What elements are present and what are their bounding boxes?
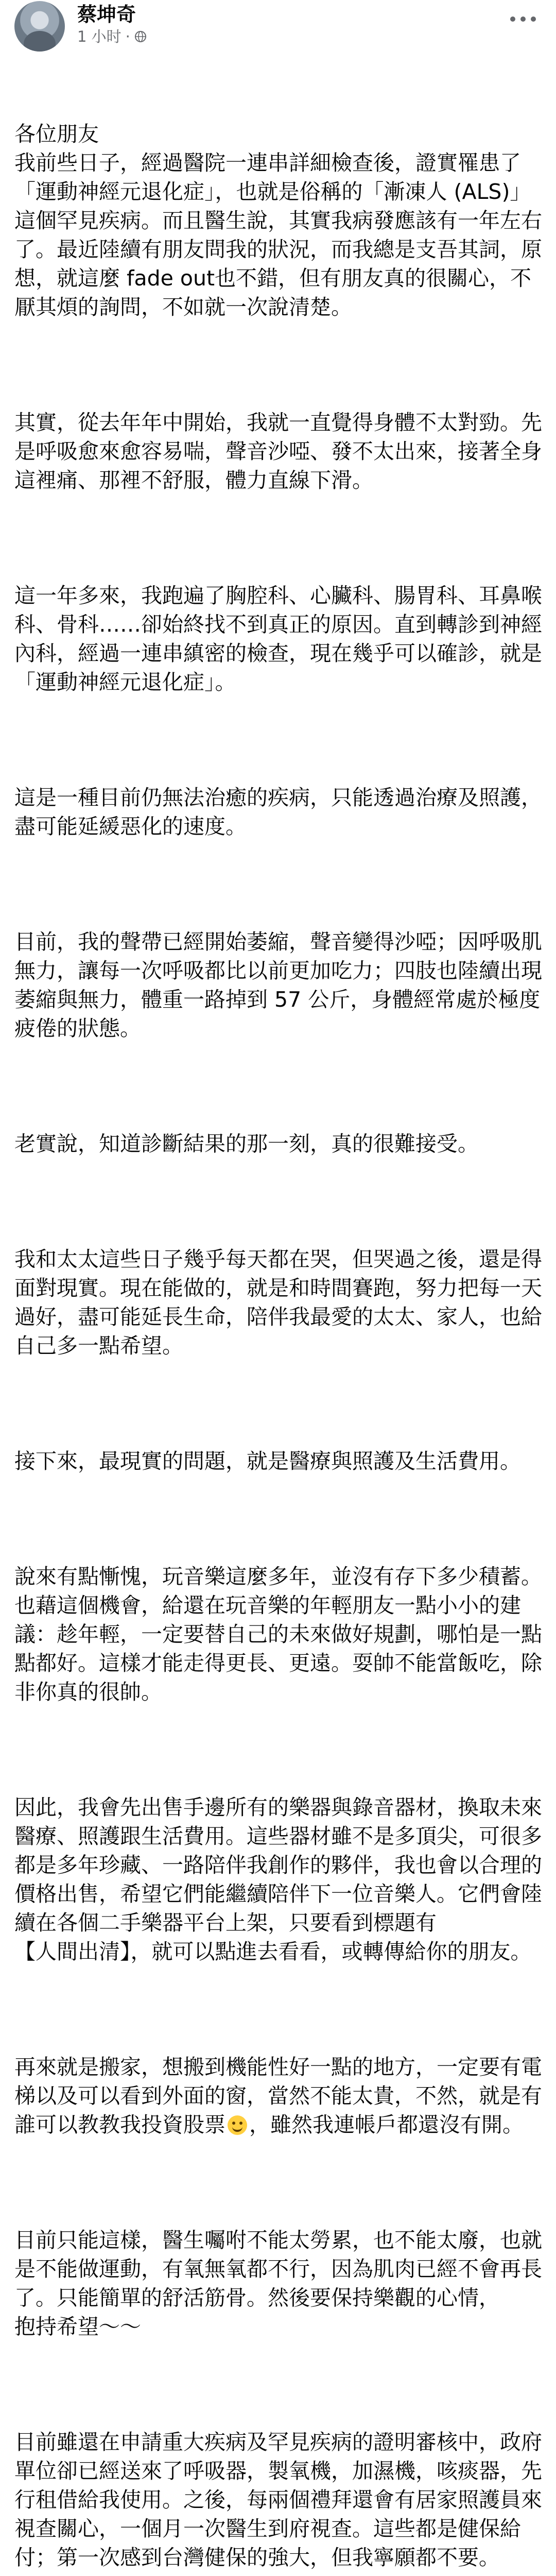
post-paragraph: 這是一種目前仍無法治癒的疾病，只能透過治療及照護，盡可能延緩惡化的速度。 [14,785,542,839]
post-header [0,0,556,62]
post-paragraph: 我和太太這些日子幾乎每天都在哭，但哭過之後，還是得面對現實。現在能做的，就是和時間賽跑，努力把每一天過好，盡可能延長生命，陪伴我最愛的太太、家人，也給自己多一點希望。 [14,1247,542,1358]
meta-separator: · [125,28,130,45]
post-paragraph: 說來有點慚愧，玩音樂這麼多年，並沒有存下多少積蓄。也藉這個機會，給還在玩音樂的年輕朋友一點小小的建議：趁年輕，一定要替自己的未來做好規劃，哪怕是一點點都好。這樣才能走得更長、更遠。耍帥不能當飯吃，除非你真的很帥。 [14,1564,542,1704]
post-paragraph [14,2053,543,2139]
more-dots-icon [510,16,515,22]
post-paragraph: 老實說，知道診斷結果的那一刻，真的很難接受。 [14,1131,479,1156]
post-text: ，雖然我連帳戶都還沒有開。 [249,2112,524,2137]
post-paragraph: 各位朋友 我前些日子，經過醫院一連串詳細檢查後，證實罹患了「運動神經元退化症」，也就是俗稱的「漸凍人 (ALS)」這個罕見疾病。而且醫生說，其實我病發應該有一年左右了。最近陸續有朋友問我的狀況，而我總是支吾其詞，原想，就這麼 fade out也不錯，但有朋友真的很關心，不厭其煩的詢問，不如就一次說清楚。 [14,122,542,319]
author-avatar[interactable] [14,1,65,52]
post-paragraph: 因此，我會先出售手邊所有的樂器與錄音器材，換取未來醫療、照護跟生活費用。這些器材雖不是多頂尖，可很多都是多年珍藏、一路陪伴我創作的夥伴，我也會以合理的價格出售，希望它們能繼續陪伴下一位音樂人。它們會陸續在各個二手樂器平台上架，只要看到標題有 【人間出清】，就可以點進去看看，或轉傳給你的朋友。 [14,1795,542,1964]
post-text: 再來就是搬家，想搬到機能性好一點的地方，一定要有電梯以及可以看到外面的窗，當然不能太貴，不然，就是有誰可以教教我投資股票 [14,2055,542,2137]
globe-icon[interactable] [134,30,147,43]
more-dots-icon [531,16,536,22]
post-paragraph: 接下來，最現實的問題，就是醫療與照護及生活費用。 [14,1449,521,1473]
post-time[interactable]: 1 小时 [77,28,121,45]
post-meta [77,27,147,46]
more-options-button[interactable] [503,5,543,33]
post-paragraph: 目前，我的聲帶已經開始萎縮，聲音變得沙啞；因呼吸肌無力，讓每一次呼吸都比以前更加吃力；四肢也陸續出現萎縮與無力，體重一路掉到 57 公斤，身體經常處於極度疲倦的狀態。 [14,929,542,1041]
post-paragraph: 目前只能這樣，醫生囑咐不能太勞累，也不能太廢，也就是不能做運動，有氧無氧都不行，因為肌肉已經不會再長了。只能簡單的舒活筋骨。然後要保持樂觀的心情， 抱持希望～～ [14,2228,542,2339]
post-body [14,62,543,2576]
author-name[interactable]: 蔡坤奇 [77,3,136,26]
more-dots-icon [520,16,526,22]
post-paragraph: 這一年多來，我跑遍了胸腔科、心臟科、腸胃科、耳鼻喉科、骨科……卻始終找不到真正的原因。直到轉診到神經內科，經過一連串縝密的檢查，現在幾乎可以確診，就是「運動神經元退化症」。 [14,583,542,694]
post-paragraph: 其實，從去年年中開始，我就一直覺得身體不太對勁。先是呼吸愈來愈容易喘，聲音沙啞、發不太出來，接著全身這裡痛、那裡不舒服，體力直線下滑。 [14,410,542,493]
post-paragraph: 目前雖還在申請重大疾病及罕見疾病的證明審核中，政府單位卻已經送來了呼吸器，製氧機，加濕機，咳痰器，先行租借給我使用。之後，每兩個禮拜還會有居家照護員來視查關心，一個月一次醫生到府視查。這些都是健保給付；第一次感到台灣健保的強大，但我寧願都不要。 [14,2430,542,2570]
grin-emoji-icon [228,2115,247,2135]
